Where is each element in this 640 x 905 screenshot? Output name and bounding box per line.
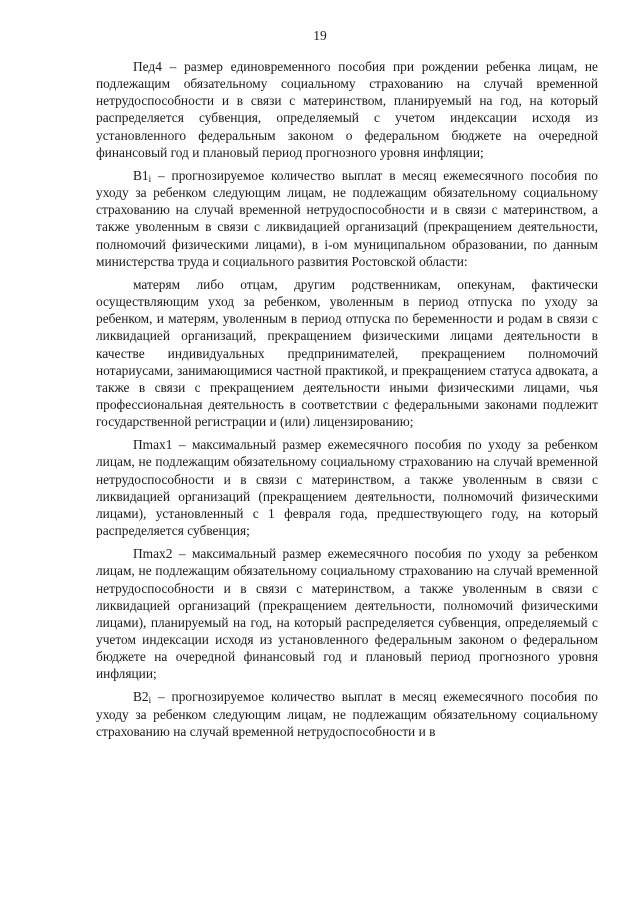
paragraph-b1-recipients [96, 276, 598, 430]
paragraph-text: – прогнозируемое количество выплат в месяц ежемесячного пособия по уходу за ребенком следующим лицам, не подлежащим обязательному социальному страхованию на случай временной нетрудоспособности и в [96, 689, 598, 739]
paragraph-ped4-definition [96, 58, 598, 161]
variable-b2: В2 [133, 689, 149, 705]
variable-b1: В1 [133, 167, 149, 183]
variable-b2-subscript: i [148, 695, 152, 706]
paragraph-text: – максимальный размер ежемесячного пособия по уходу за ребенком лицам, не подлежащим обязательному социальному страхованию на случай временной нетрудоспособности и в связи с материнством, а также уволенным в связи с ликвидацией организаций (прекращением деятельности, полномочий физическими лицами), установленный с 1 февраля года, предшествующего году, на который распределяется субвенция; [96, 437, 598, 539]
variable-ped4: Пед4 [133, 59, 162, 74]
paragraph-text: – прогнозируемое количество выплат в месяц ежемесячного пособия по уходу за ребенком следующим лицам, не подлежащим обязательному социальному страхованию на случай временной нетрудоспособности и в связи с материнством, а также уволенным в связи с ликвидацией организаций (прекращением деятельности, полномочий физическими лицами), в i-ом муниципальном образовании, по данным министерства труда и социального развития Ростовской области: [96, 167, 598, 269]
variable-pmax1: Пmax1 [133, 437, 173, 453]
paragraph-text: – максимальный размер ежемесячного пособия по уходу за ребенком лицам, не подлежащим обязательному социальному страхованию на случай временной нетрудоспособности и в связи с материнством, а также уволенным в связи с ликвидацией организаций (прекращением деятельности, полномочий физическими лицами), планируемый на год, на который распределяется субвенция, определяемый с учетом индексации исходя из установленного федеральным законом о федеральном бюджете на очередной финансовый год и плановый период прогнозного уровня инфляции; [96, 546, 598, 682]
paragraph-pmax1-definition [96, 436, 598, 539]
paragraph-pmax2-definition [96, 545, 598, 682]
body-text [96, 58, 598, 741]
variable-b1-subscript: i [148, 173, 152, 184]
paragraph-text: – размер единовременного пособия при рождении ребенка лицам, не подлежащим обязательному социальному страхованию на случай временной нетрудоспособности и в связи с материнством, планируемый на год, на который распределяется субвенция, определяемый с учетом индексации исходя из установленного федеральным законом о федеральном бюджете на очередной финансовый год и плановый период прогнозного уровня инфляции; [96, 59, 598, 160]
paragraph-text: матерям либо отцам, другим родственникам, опекунам, фактически осуществляющим уход за ребенком, уволенным в период отпуска по уходу за ребенком, и матерям, уволенным в период отпуска по беременности и родам в связи с ликвидацией организаций, прекращением физическими лицами деятельности в качестве индивидуальных предпринимателей, прекращением полномочий нотариусами, занимающимися частной практикой, и прекращением статуса адвоката, а также в связи с прекращением деятельности иными физическими лицами, чья профессиональная деятельность в соответствии с федеральными законами подлежит государственной регистрации и (или) лицензированию; [96, 276, 598, 430]
paragraph-b1-definition [96, 167, 598, 270]
variable-pmax2: Пmax2 [133, 546, 173, 562]
paragraph-b2-definition [96, 688, 598, 739]
page-number: 19 [313, 28, 327, 43]
